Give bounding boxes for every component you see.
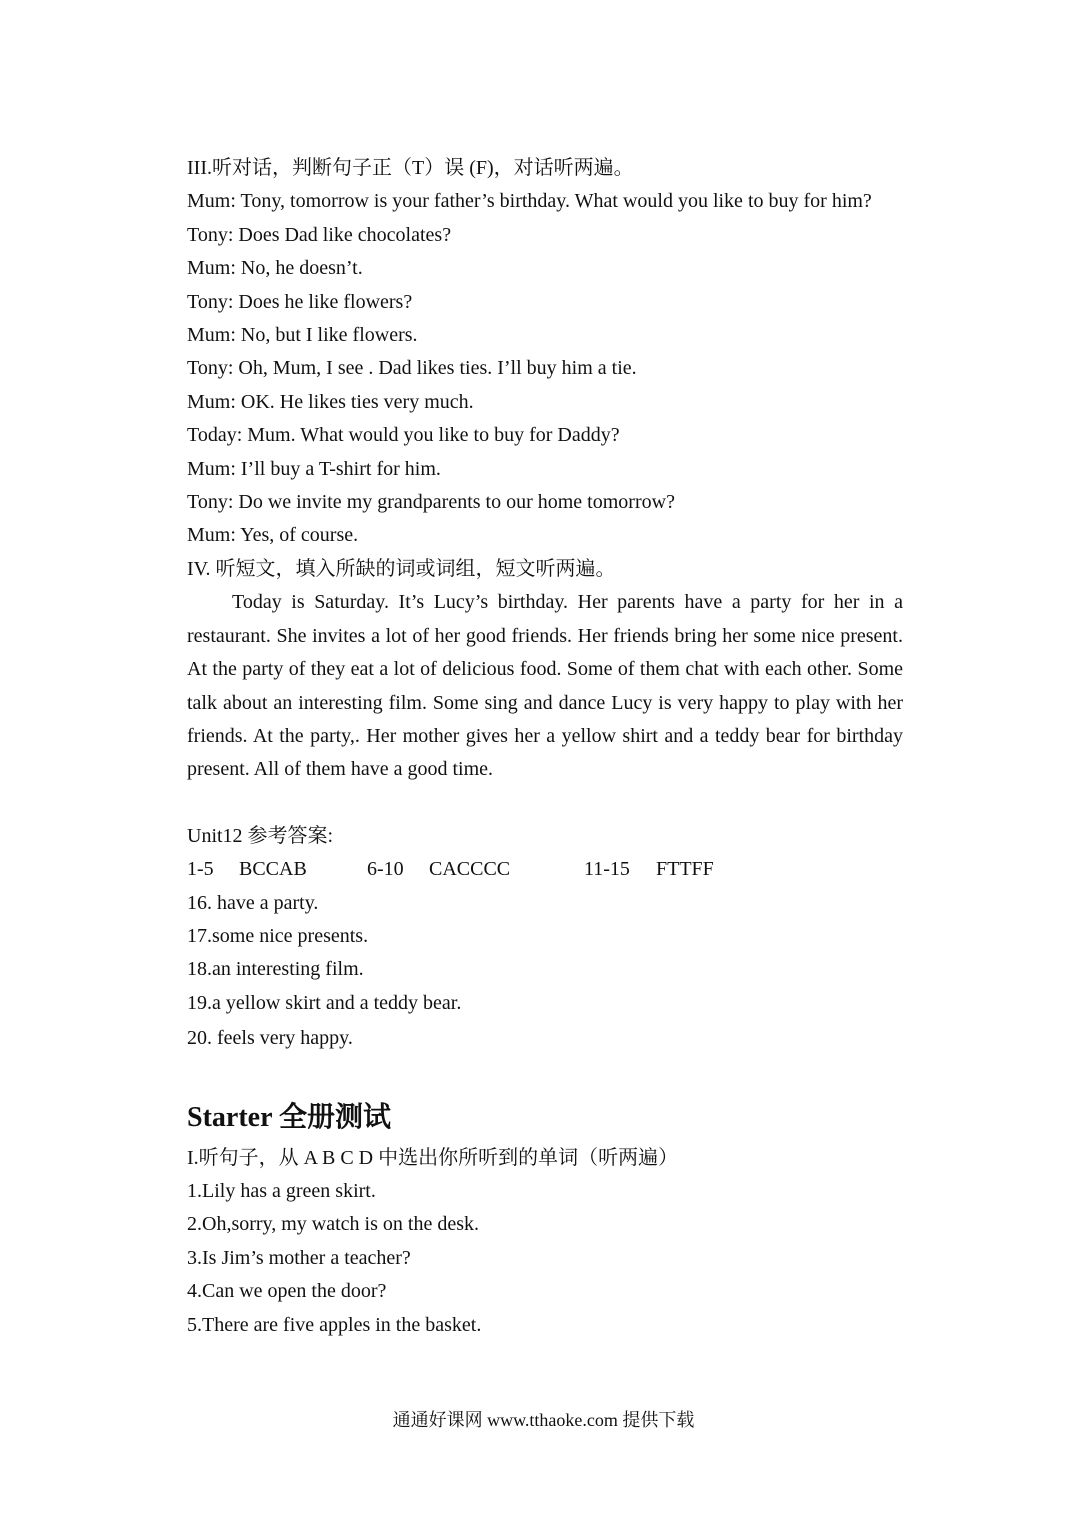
sentence-item: 5.There are five apples in the basket. [187, 1313, 482, 1336]
sentence-item: 1.Lily has a green skirt. [187, 1179, 376, 1202]
answer-range: 6-10 [367, 858, 404, 881]
section4-title: IV. 听短文，填入所缺的词或词组，短文听两遍。 [187, 557, 616, 580]
sentence-item: 3.Is Jim’s mother a teacher? [187, 1246, 411, 1269]
dialogue-line: Mum: No, he doesn’t. [187, 257, 363, 280]
answer-item: 19.a yellow skirt and a teddy bear. [187, 991, 462, 1014]
dialogue-line: Tony: Do we invite my grandparents to our home tomorrow? [187, 491, 675, 514]
answer-value: BCCAB [239, 858, 307, 881]
answer-item: 16. have a party. [187, 891, 319, 914]
page-footer: 通通好课网 www.tthaoke.com 提供下载 [392, 1410, 695, 1430]
dialogue-line: Tony: Does Dad like chocolates? [187, 223, 452, 246]
answer-item: 17.some nice presents. [187, 924, 369, 947]
section3-title: III.听对话，判断句子正（T）误 (F)，对话听两遍。 [187, 157, 634, 179]
answer-item: 20. feels very happy. [187, 1027, 353, 1050]
dialogue-line: Today: Mum. What would you like to buy for Daddy? [187, 424, 620, 447]
dialogue-line: Tony: Oh, Mum, I see . Dad likes ties. I’ll buy him a tie. [187, 357, 637, 380]
dialogue-line: Mum: No, but I like flowers. [187, 324, 418, 347]
answer-value: CACCCC [429, 858, 511, 881]
answer-item: 18.an interesting film. [187, 958, 364, 981]
dialogue-line: Mum: OK. He likes ties very much. [187, 390, 474, 413]
answer-range: 11-15 [584, 858, 630, 881]
answer-value: FTTFF [656, 858, 714, 881]
page-content [187, 152, 903, 1342]
answers-title: Unit12 参考答案: [187, 824, 334, 847]
dialogue-line: Tony: Does he like flowers? [187, 290, 413, 313]
spacer [187, 787, 903, 820]
dialogue-line: Mum: I’ll buy a T-shirt for him. [187, 457, 441, 480]
section4-passage: Today is Saturday. It’s Lucy’s birthday. Her parents have a party for her in a restaurant. She invites a lot of her good friends. Her friends bring her some nice present. At the party of they eat a lot of delicious food. Some of them chat with each other. Some talk about an interesting film. Some sing and dance Lucy is very happy to play with her friends. At the party,. Her mother gives her a yellow shirt and a teddy bear for birthday present. All of them have a good time. [187, 591, 903, 781]
answers-row [187, 853, 903, 886]
dialogue-line: Mum: Yes, of course. [187, 524, 359, 547]
sentence-item: 2.Oh,sorry, my watch is on the desk. [187, 1213, 479, 1236]
dialogue-line: Mum: Tony, tomorrow is your father’s birthday. What would you like to buy for him? [187, 190, 872, 213]
answer-range: 1-5 [187, 858, 214, 881]
starter-heading: Starter 全册测试 [187, 1101, 391, 1133]
sentence-item: 4.Can we open the door? [187, 1280, 387, 1303]
starter-section1-title: I.听句子，从 A B C D 中选出你所听到的单词（听两遍） [187, 1146, 679, 1169]
